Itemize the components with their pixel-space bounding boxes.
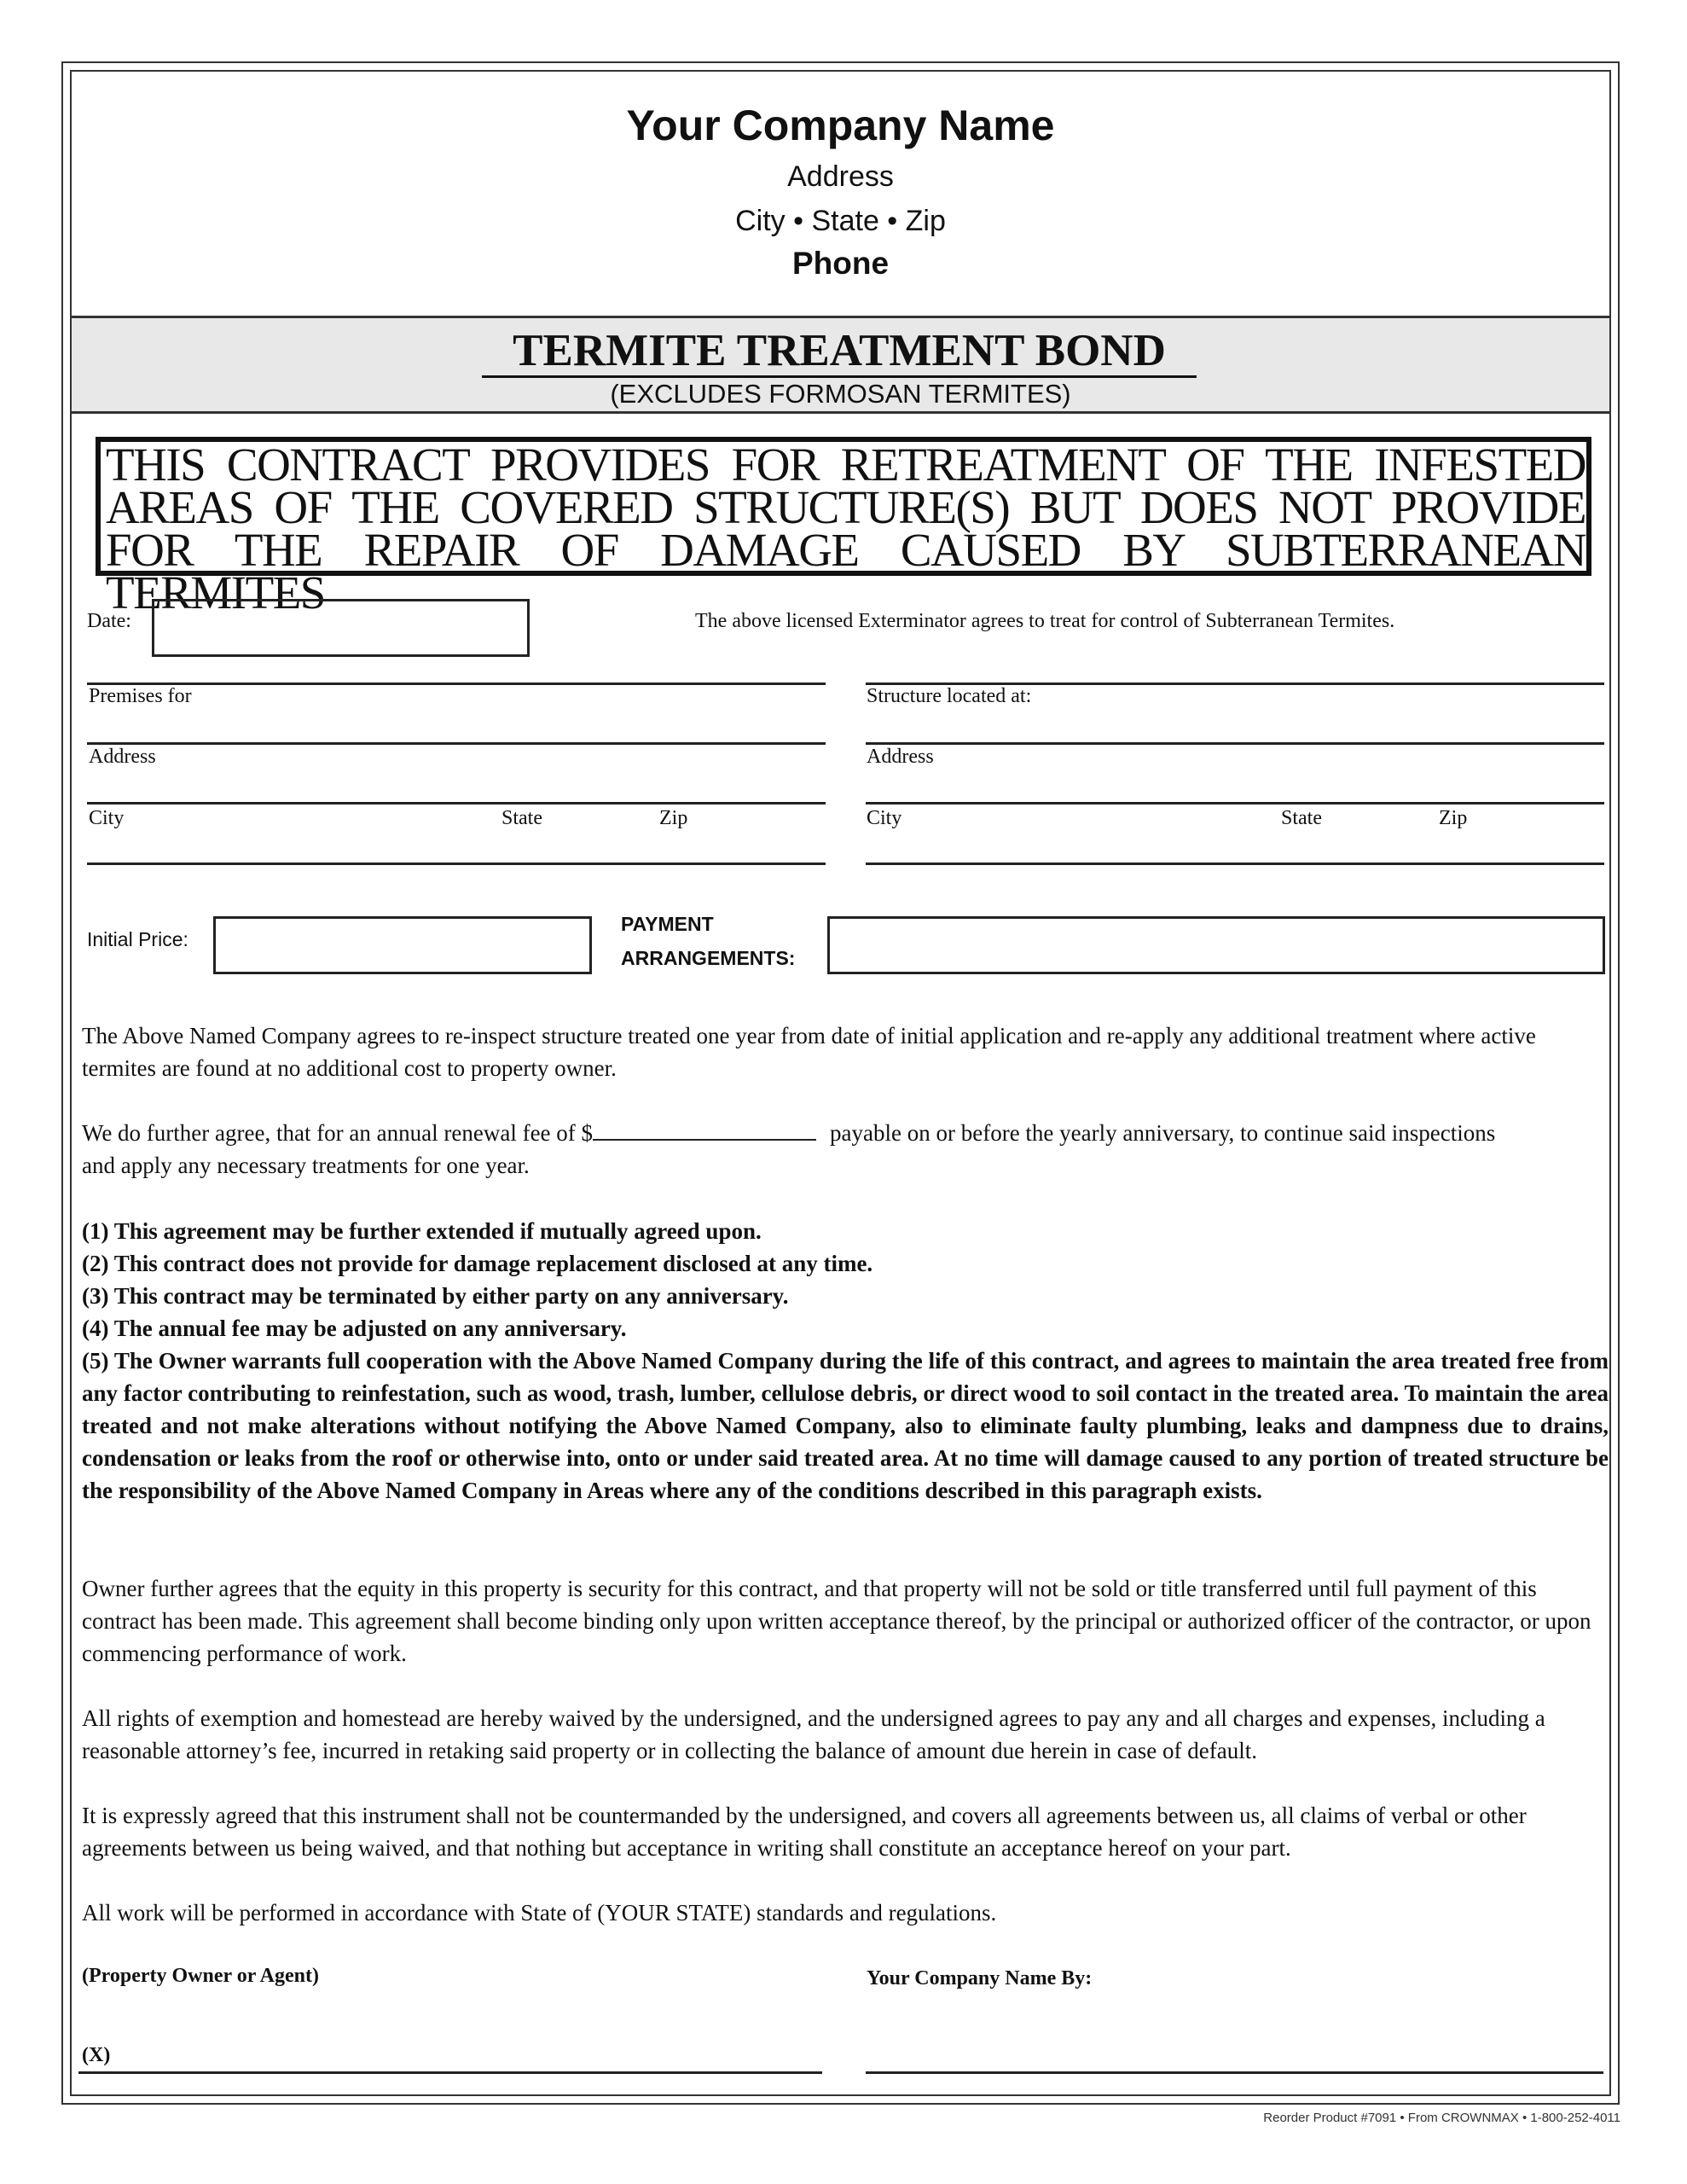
agreement-item-2: (2) This contract does not provide for damage replacement disclosed at any time. xyxy=(82,1251,873,1276)
premises-name-line[interactable] xyxy=(87,742,826,745)
structure-label: Structure located at: xyxy=(867,685,1032,707)
countermand-paragraph: It is expressly agreed that this instrument shall not be countermanded by the undersigned, and covers all agreements between us, all claims of verbal or other agreements between us being waived, and that nothing but acceptance in writing shall constitute an acceptance hereof on your part. xyxy=(82,1803,1527,1861)
payment-label-line2: ARRANGEMENTS: xyxy=(621,947,796,969)
reinspection-paragraph: The Above Named Company agrees to re-inspect structure treated one year from date of initial application and re-apply any additional treatment where active termites are found at no additional cost to property owner. xyxy=(82,1023,1536,1081)
company-signature-label: Your Company Name By: xyxy=(867,1967,1093,1989)
renewal-fee-text-before: We do further agree, that for an annual renewal fee of $ xyxy=(82,1120,594,1146)
right-city-label: City xyxy=(867,807,902,829)
agreement-item-4: (4) The annual fee may be adjusted on any anniversary. xyxy=(82,1316,627,1341)
exterminator-agreement-text: The above licensed Exterminator agrees to treat for control of Subterranean Termites. xyxy=(695,610,1395,632)
renewal-fee-blank[interactable] xyxy=(593,1120,816,1141)
right-address-label: Address xyxy=(867,746,934,768)
left-state-label: State xyxy=(501,807,542,829)
renewal-fee-text-after: payable on or before the yearly anniversary, to continue said inspections xyxy=(830,1120,1496,1146)
initial-price-field[interactable] xyxy=(213,916,592,974)
premises-top-line xyxy=(87,682,826,685)
owner-signature-line[interactable] xyxy=(78,2071,822,2074)
left-address-label: Address xyxy=(89,746,156,768)
right-zip-label: Zip xyxy=(1439,807,1468,829)
company-name: Your Company Name xyxy=(626,102,1055,149)
initial-price-label: Initial Price: xyxy=(87,928,188,950)
right-address-line[interactable] xyxy=(866,802,1604,804)
company-city-state-zip: City • State • Zip xyxy=(735,205,946,237)
right-city-line[interactable] xyxy=(866,863,1604,865)
left-city-line[interactable] xyxy=(87,863,826,865)
equity-paragraph: Owner further agrees that the equity in this property is security for this contract, and that property will not be sold or title transferred until full payment of this contract has been made. This agreement shall become binding only upon written acceptance thereof, by the principal or authorized officer of the contractor, or upon commencing performance of work. xyxy=(82,1576,1591,1666)
document-title: TERMITE TREATMENT BOND xyxy=(482,326,1197,378)
exemption-paragraph: All rights of exemption and homestead are hereby waived by the undersigned, and the undersigned agrees to pay any and all charges and expenses, including a reasonable attorney’s fee, incurred in retaking said property or in collecting the balance of amount due herein in case of default. xyxy=(82,1705,1545,1763)
payment-label-line1: PAYMENT xyxy=(621,913,714,935)
owner-signature-label: (Property Owner or Agent) xyxy=(82,1965,319,1987)
company-phone: Phone xyxy=(791,246,890,281)
left-city-label: City xyxy=(89,807,125,829)
agreement-item-5: (5) The Owner warrants full cooperation with the Above Named Company during the life of this contract, and agrees to maintain the area treated free from any factor contributing to reinfestation, such as wood, trash, lumber, cellulose debris, or direct wood to soil contact in the treated area. To maintain the area treated and not make alterations without notifying the Above Named Company, also to eliminate faulty plumbing, leaks and dampness due to drains, condensation or leaks from the roof or otherwise into, onto or under said treated area. At no time will damage caused to any portion of treated structure be the responsibility of the Above Named Company in Areas where any of the conditions described in this paragraph exists. xyxy=(82,1348,1609,1503)
renewal-fee-paragraph xyxy=(82,1117,1609,1149)
company-address: Address xyxy=(787,160,894,193)
signature-x-mark: (X) xyxy=(82,2044,111,2066)
document-subtitle: (EXCLUDES FORMOSAN TERMITES) xyxy=(610,379,1071,409)
reorder-footer: Reorder Product #7091 • From CROWNMAX • 1-800-252-4011 xyxy=(1263,2111,1620,2125)
right-state-label: State xyxy=(1281,807,1322,829)
payment-arrangements-field[interactable] xyxy=(827,916,1605,974)
left-address-line[interactable] xyxy=(87,802,826,804)
agreement-item-3: (3) This contract may be terminated by either party on any anniversary. xyxy=(82,1283,789,1309)
warning-text: THIS CONTRACT PROVIDES FOR RETREATMENT OF THE INFESTED AREAS OF THE COVERED STRUCTURE(S) BUT DOES NOT PROVIDE FOR THE REPAIR OF DAMAGE CAUSED BY SUBTERRANEAN TERMITES xyxy=(106,439,1586,619)
structure-location-line[interactable] xyxy=(866,742,1604,745)
premises-label: Premises for xyxy=(89,685,192,707)
date-field[interactable] xyxy=(152,599,530,657)
left-zip-label: Zip xyxy=(659,807,688,829)
agreement-item-1: (1) This agreement may be further extended if mutually agreed upon. xyxy=(82,1218,762,1244)
state-standards-paragraph: All work will be performed in accordance with State of (YOUR STATE) standards and regulations. xyxy=(82,1900,997,1926)
company-signature-line[interactable] xyxy=(866,2071,1603,2074)
date-label: Date: xyxy=(87,610,131,632)
renewal-fee-line2: and apply any necessary treatments for one year. xyxy=(82,1153,530,1178)
